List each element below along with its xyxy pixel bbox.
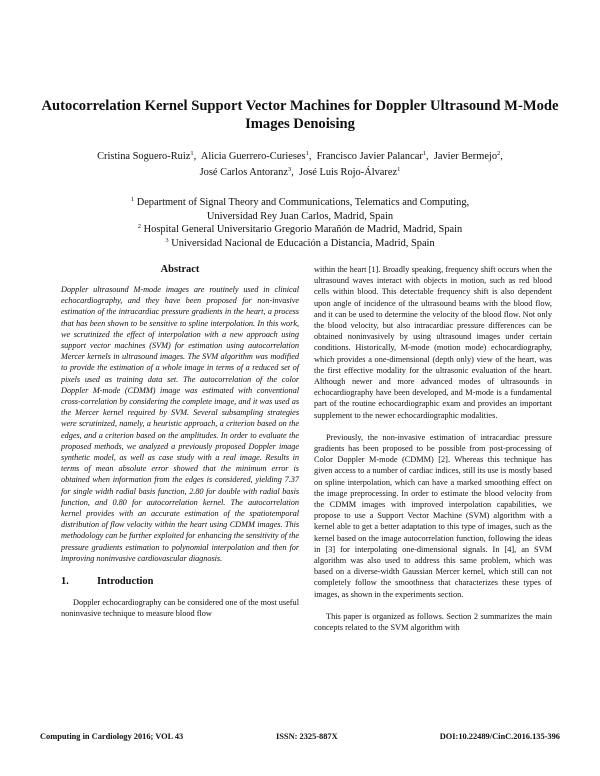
footer-issn: ISSN: 2325-887X — [276, 732, 338, 741]
affiliation-line — [40, 210, 560, 224]
author-separator: , — [500, 151, 503, 162]
author-separator: , — [308, 151, 317, 162]
affiliation-number: 3 — [165, 236, 169, 244]
footer-doi: DOI:10.22489/CinC.2016.135-396 — [439, 732, 560, 741]
author-name: Cristina Soguero-Ruiz — [97, 151, 191, 162]
author-affiliation-mark: 3 — [287, 166, 292, 173]
author-name: Alicia Guerrero-Curieses — [200, 151, 306, 162]
affiliation-text: Universidad Nacional de Educación a Distancia, Madrid, Spain — [171, 237, 435, 249]
intro-paragraph-1-start: Doppler echocardiography can be considered one of the most useful noninvasive technique to measure blood flow — [61, 598, 300, 619]
affiliation-text: Hospital General Universitario Gregorio Marañón de Madrid, Madrid, Spain — [143, 224, 463, 235]
intro-paragraph-1-continued: within the heart [1]. Broadly speaking, frequency shift occurs when the ultrasound waves interact with objects in motion, such as red blood cells within blood. This detectable frequency shift is also dependent upon angle of incidence of the ultrasound beams with the blood flow, and it can be used to determine the velocity of the blood flow. Not only the blood velocity, but also intracardiac pressure differences can be obtained noninvasively by using ultrasound images under certain conditions. Historically, M-mode (motion mode) echocardiography, which provides a one-dimensional (depth only) view of the heart, was the first effective modality for the ultrasonic evaluation of the heart. Although newer and more advanced modes of ultrasounds in echocardiography have been developed, and M-mode is a fundamental part of the routine echocardiographic exam and provides an important supplement to the newer echocardiographic modalities. — [314, 265, 552, 420]
author-affiliation-mark: 1 — [397, 166, 401, 173]
affiliation-number: 1 — [130, 196, 135, 203]
affiliation-line — [40, 223, 560, 237]
page-footer — [40, 732, 560, 746]
section-number: 1. — [61, 576, 69, 588]
affiliation-line — [40, 237, 560, 251]
abstract-heading: Abstract — [160, 264, 200, 275]
author-line — [40, 149, 560, 165]
author-affiliation-mark: 1 — [305, 150, 309, 157]
author-name: Javier Bermejo — [433, 151, 498, 162]
author-name: José Carlos Antoranz — [199, 167, 288, 178]
intro-paragraph-3: This paper is organized as follows. Section 2 summarizes the main concepts related to the SVM algorithm with — [314, 611, 552, 633]
paper-title: Autocorrelation Kernel Support Vector Machines for Doppler Ultrasound M-Mode Images Denoising — [41, 98, 559, 132]
left-column — [61, 264, 299, 619]
author-separator: , — [193, 151, 201, 162]
affiliation-number: 2 — [137, 223, 142, 230]
section-heading-introduction — [61, 576, 299, 587]
author-separator: , — [291, 167, 299, 178]
author-affiliation-mark: 1 — [422, 150, 427, 157]
author-list — [40, 149, 560, 181]
footer-journal: Computing in Cardiology 2016; VOL 43 — [40, 732, 184, 741]
affiliation-line — [40, 196, 560, 210]
affiliation-text: Department of Signal Theory and Communications, Telematics and Computing, — [136, 197, 470, 208]
author-name: Francisco Javier Palancar — [316, 151, 423, 162]
author-name: José Luis Rojo-Álvarez — [298, 167, 398, 178]
section-title: Introduction — [97, 576, 154, 588]
abstract-text: Doppler ultrasound M-mode images are routinely used in clinical echocardiography, and they have been proposed for non-invasive estimation of the intracardiac pressure gradients in the heart, a process that has been shown to be sensitive to spline interpolation. In this work, we scrutinized the effect of interpolation with a new approach using support vector machines (SVM) for estimation using autocorrelation Mercer kernels in ultrasound images. The SVM algorithm was modified to provide the estimation of a whole image in terms of a reduced set of pixels used as training data set. The autocorrelation of the color Doppler M-mode (CDMM) image was estimated with conventional cross-correlation by considering the complete image, and it was used as the Mercer kernel required by SVM. Several subsampling strategies were scrutinized, namely, a heuristic approach, a criterion based on the edges, and a criterion based on the amplitudes. In order to evaluate the proposed methods, we analyzed a previously proposed Doppler image synthetic model, as well as case study with a real image. Results in terms of mean absolute error showed that the minimum error is obtained when information from the edges is considered, yielding 7.37 for single width radial basis function, 2.80 for double with radial basis function, and 0.80 for autocorrelation kernel. The autocorrelation kernel provides with an accurate estimation of the spatiotemporal distribution of flow velocity within the heart using CDMM images. This methodology can be further exploited for enhancing the sensitivity of the pressure gradients estimation to polynomial interpolation and then for improving noninvasive cardiovascular diagnosis. — [61, 285, 299, 563]
author-line — [40, 165, 560, 181]
author-affiliation-mark: 1 — [190, 150, 194, 157]
affiliation-list — [40, 196, 560, 250]
intro-paragraph-2: Previously, the non-invasive estimation of intracardiac pressure gradients has been proposed to be possible from post-processing of Color Doppler M-mode (CDMM) [2]. Whereas this technique has given access to a number of cardiac indices, still its use is mostly based on spline interpolation, which can have a marked smoothing effect on the image preprocessing. In order to estimate the blood velocity from the CDMM images with improved interpolation capabilities, we propose to use a Support Vector Machine (SVM) algorithm with a kernel able to get a better adaptation to this type of images, such as the kernel based on the image autocorrelation function, following the ideas in [3] for interpolating one-dimensional signals. In [4], an SVM algorithm was also used to address this same problem, which was based on a diverse-width Gaussian Mercer kernel, which still can not completely follow the smoothness that characterizes these types of images, as shown in the experiments section. — [314, 432, 552, 599]
right-column — [314, 264, 552, 633]
author-separator: , — [426, 151, 434, 162]
affiliation-text: Universidad Rey Juan Carlos, Madrid, Spain — [206, 210, 394, 222]
author-affiliation-mark: 2 — [497, 150, 501, 157]
